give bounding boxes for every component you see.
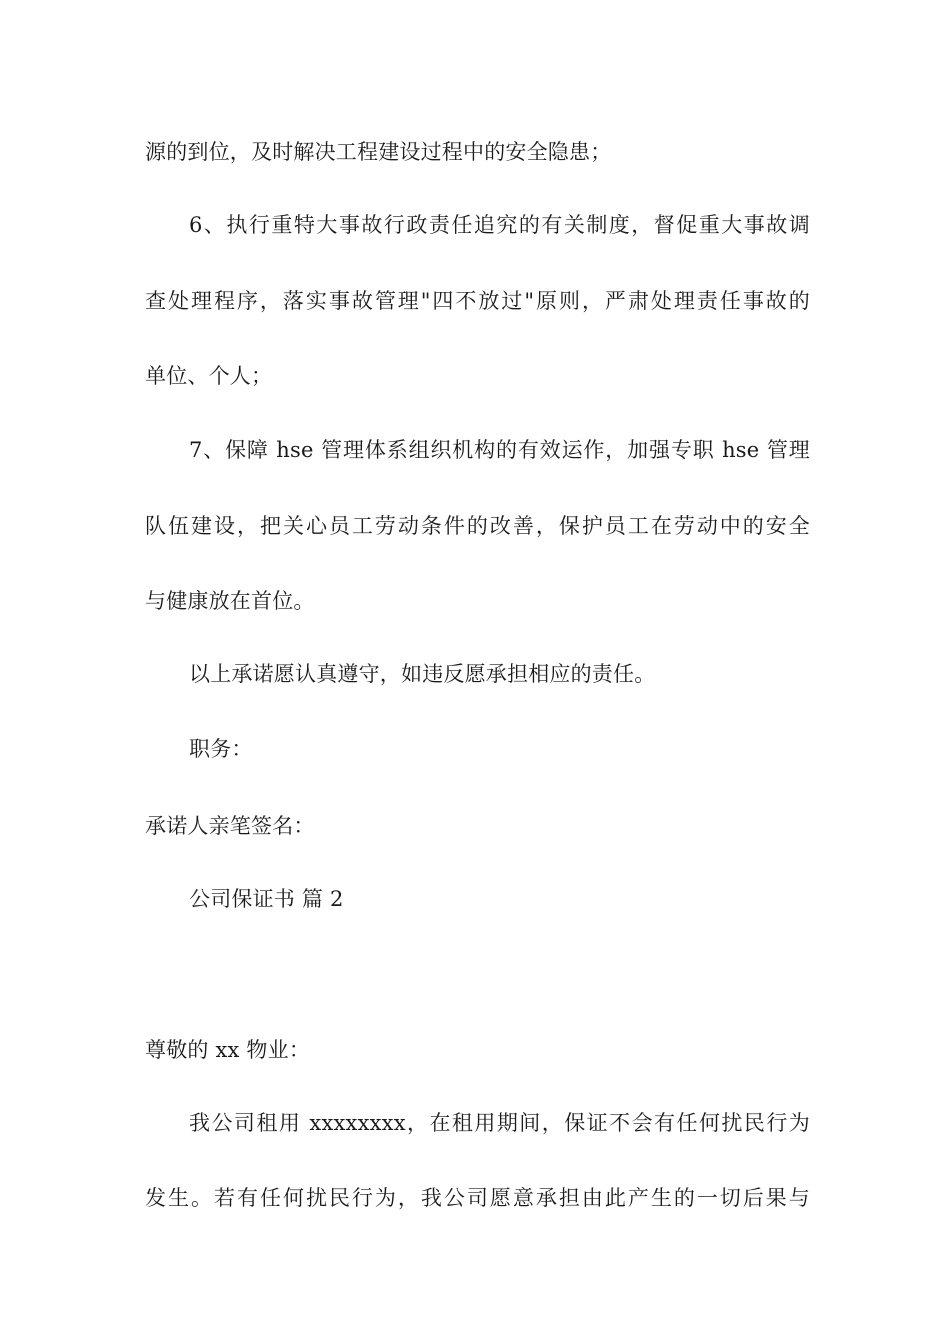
section-heading: 公司保证书 篇 2 [189,887,344,911]
text-line: 职务： [189,737,253,761]
text-line: 发生。若有任何扰民行为，我公司愿意承担由此产生的一切后果与 [145,1186,810,1210]
text-line: 单位、个人； [145,364,273,388]
text-line: 源的到位，及时解决工程建设过程中的安全隐患； [145,140,612,164]
text-line: 我公司租用 xxxxxxxx，在租用期间，保证不会有任何扰民行为 [189,1111,810,1135]
text-line: 队伍建设，把关心员工劳动条件的改善，保护员工在劳动中的安全 [145,514,810,538]
signature-label: 承诺人亲笔签名： [145,814,315,838]
text-line: 6、执行重特大事故行政责任追究的有关制度，督促重大事故调 [189,213,810,237]
text-line: 以上承诺愿认真遵守，如违反愿承担相应的责任。 [189,662,656,686]
text-line: 与健康放在首位。 [145,589,315,613]
text-line: 7、保障 hse 管理体系组织机构的有效运作，加强专职 hse 管理 [189,438,810,462]
salutation: 尊敬的 xx 物业： [145,1038,311,1062]
text-line: 查处理程序，落实事故管理"四不放过"原则，严肃处理责任事故的 [145,289,810,313]
